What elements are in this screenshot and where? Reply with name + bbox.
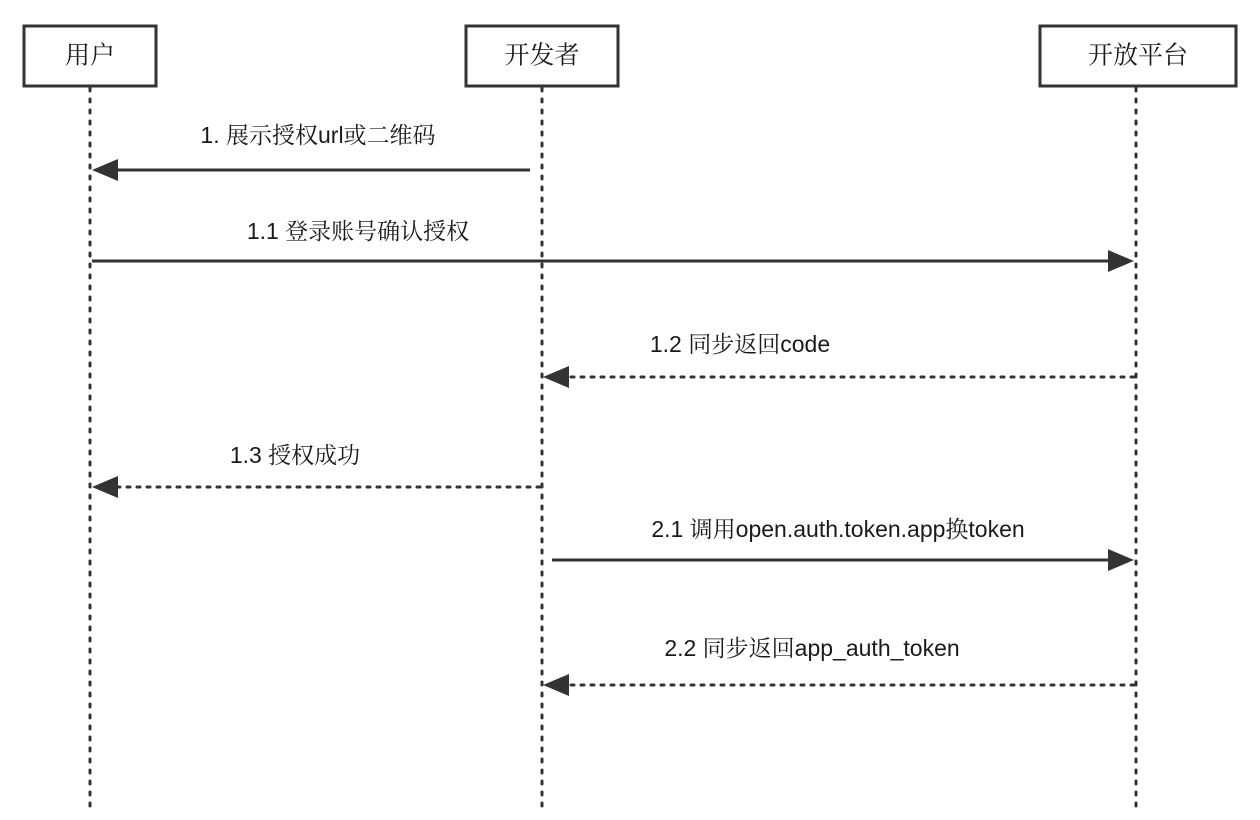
message-label-1-1: 1.1 登录账号确认授权	[246, 218, 470, 244]
arrow-head-1-1	[1108, 250, 1134, 272]
message-1-3	[92, 442, 540, 498]
message-label-1-2: 1.2 同步返回code	[649, 331, 831, 357]
actor-platform[interactable]	[1040, 26, 1236, 86]
arrow-head-1-3	[92, 476, 118, 498]
actor-user[interactable]	[24, 26, 156, 86]
actor-label-developer: 开发者	[504, 41, 580, 70]
message-label-1-3: 1.3 授权成功	[229, 442, 361, 468]
arrow-head-2-2	[543, 674, 569, 696]
actor-label-user: 用户	[64, 41, 116, 70]
message-label-2-1: 2.1 调用open.auth.token.app换token	[651, 516, 1025, 542]
message-2-1	[552, 516, 1134, 571]
message-1-2	[543, 331, 1134, 388]
arrow-head-2-1	[1108, 549, 1134, 571]
message-1	[92, 122, 530, 181]
actor-label-platform: 开放平台	[1087, 41, 1189, 70]
message-1-1	[92, 218, 1134, 272]
arrow-head-1-2	[543, 366, 569, 388]
message-label-2-2: 2.2 同步返回app_auth_token	[664, 635, 960, 661]
message-label-1: 1. 展示授权url或二维码	[200, 122, 436, 148]
message-2-2	[543, 635, 1134, 696]
actor-developer[interactable]	[466, 26, 618, 86]
arrow-head-1	[92, 159, 118, 181]
